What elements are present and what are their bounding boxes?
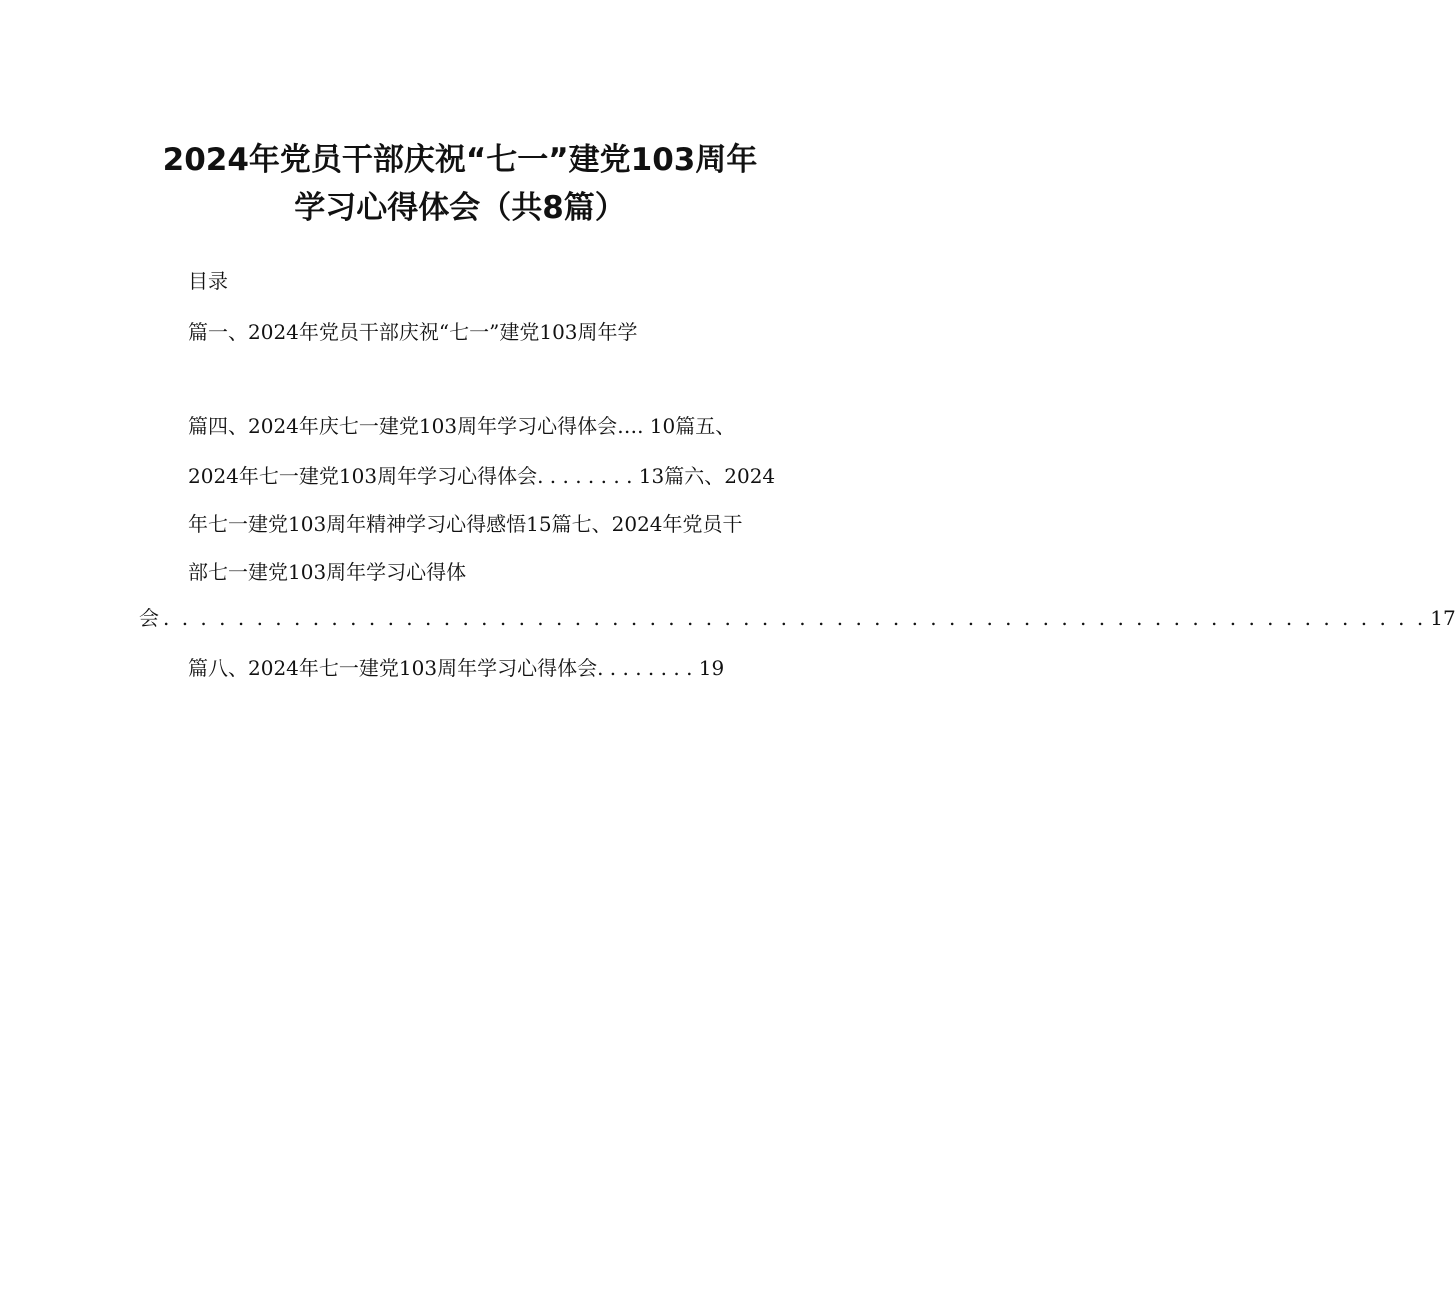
- document-title-line-1: 2024年党员干部庆祝“七一”建党103周年: [162, 142, 758, 178]
- toc-page-number: 17: [1430, 606, 1456, 630]
- toc-dot-leader: . . . . . . . . . . . . . . . . . . . . . . . . . . . . . . . . . . . . . . . . . . . . . . . . . . . . . . . . . . . . . . . . . . . .: [163, 606, 1427, 630]
- toc-line-with-leader[interactable]: [139, 604, 1456, 632]
- toc-entry-text: 会: [139, 606, 159, 630]
- toc-line[interactable]: 2024年七一建党103周年学习心得体会. . . . . . . . 13篇六、2024: [188, 464, 776, 488]
- toc-heading: 目录: [188, 269, 228, 293]
- toc-line[interactable]: 篇一、2024年党员干部庆祝“七一”建党103周年学: [188, 320, 638, 344]
- toc-line[interactable]: 部七一建党103周年学习心得体: [188, 560, 467, 584]
- document-title-line-2: 学习心得体会（共8篇）: [294, 190, 626, 226]
- toc-line[interactable]: 年七一建党103周年精神学习心得感悟15篇七、2024年党员干: [188, 512, 743, 536]
- toc-line[interactable]: 篇四、2024年庆七一建党103周年学习心得体会…. 10篇五、: [188, 414, 736, 438]
- toc-line[interactable]: 篇八、2024年七一建党103周年学习心得体会. . . . . . . . 19: [188, 656, 725, 680]
